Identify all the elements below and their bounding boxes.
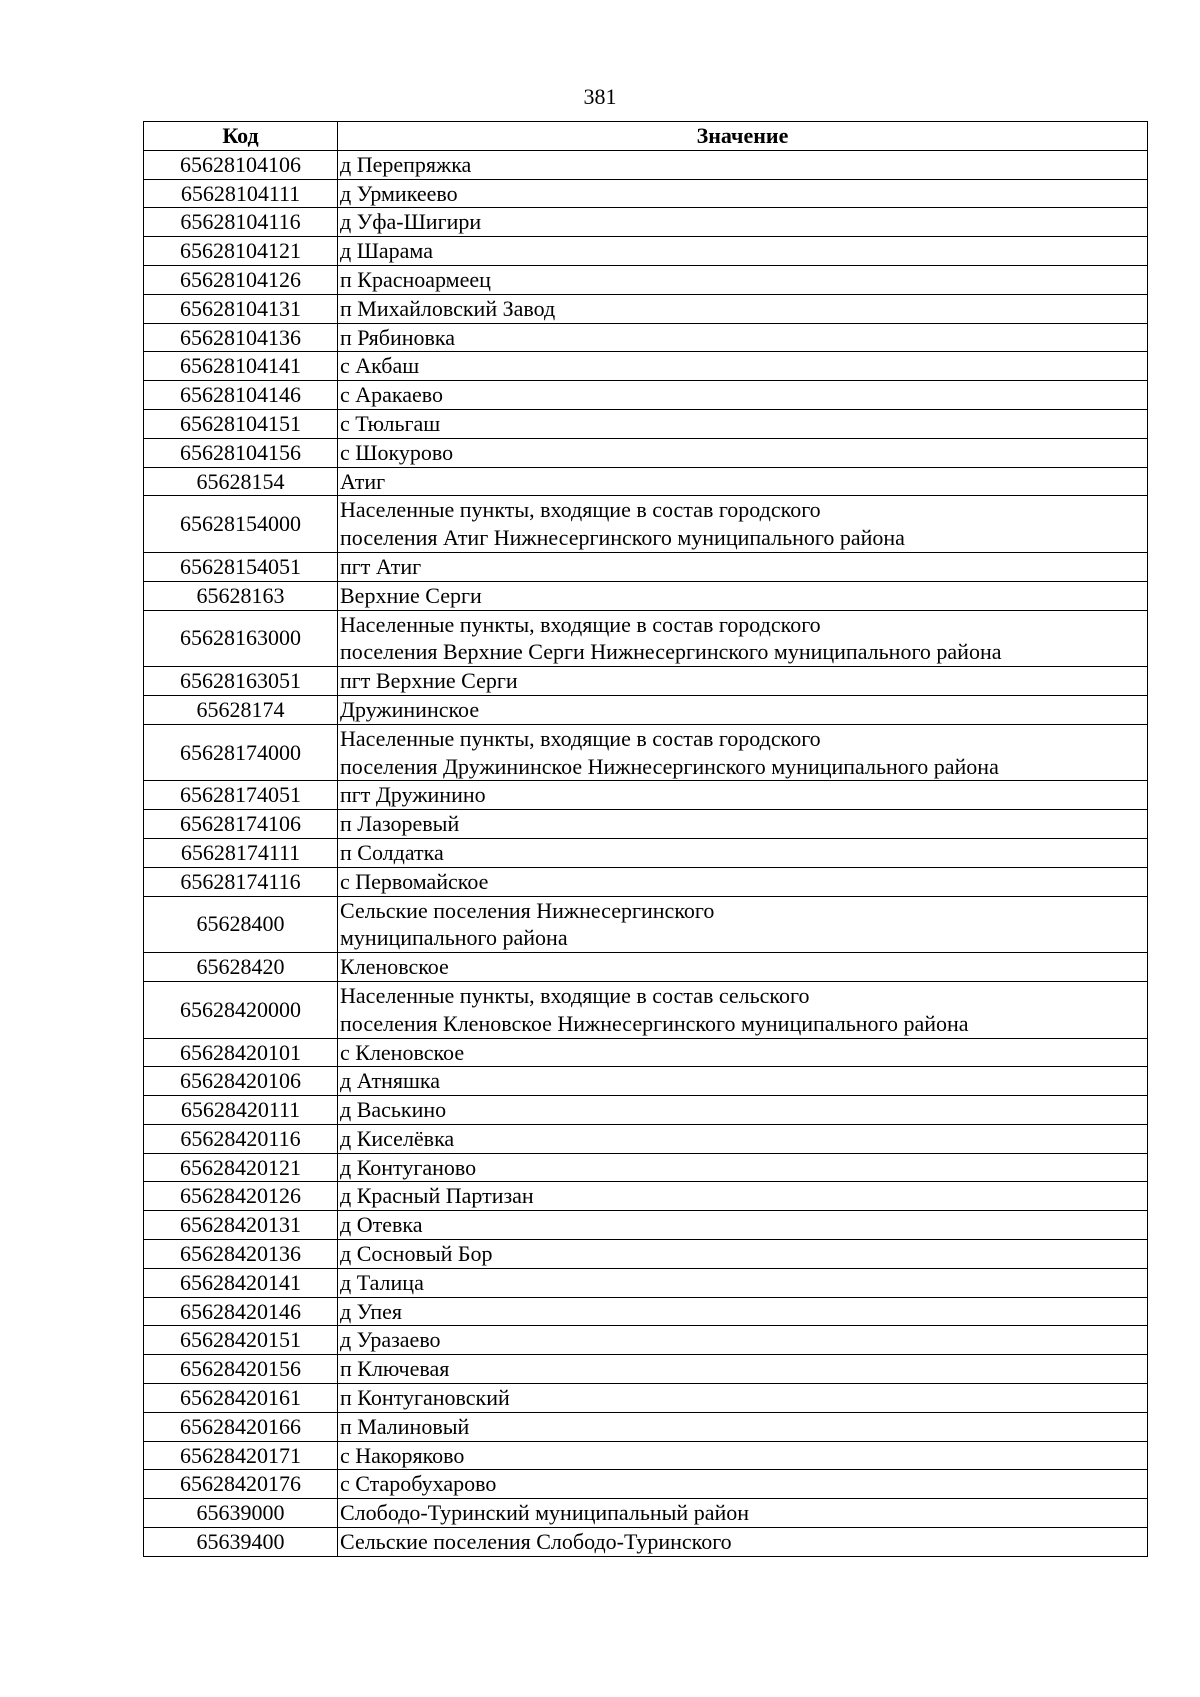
value-line: пгт Дружинино xyxy=(340,782,486,808)
table-row xyxy=(144,1153,1148,1182)
table-row xyxy=(144,352,1148,381)
code-cell: 65628104131 xyxy=(144,294,338,323)
value-line: п Солдатка xyxy=(340,839,444,865)
table-row xyxy=(144,1124,1148,1153)
code-cell: 65628420116 xyxy=(144,1124,338,1153)
value-cell xyxy=(338,552,1148,581)
code-cell: 65628420121 xyxy=(144,1153,338,1182)
code-cell: 65628420146 xyxy=(144,1297,338,1326)
value-line: Населенные пункты, входящие в состав городского xyxy=(340,497,821,523)
table-row xyxy=(144,381,1148,410)
table-row xyxy=(144,1240,1148,1269)
value-line: с Аракаево xyxy=(340,382,444,408)
code-cell: 65628104111 xyxy=(144,179,338,208)
table-row xyxy=(144,981,1148,1038)
table-row xyxy=(144,1528,1148,1557)
value-line: д Перепряжка xyxy=(340,151,472,177)
value-cell xyxy=(338,265,1148,294)
value-line: п Рябиновка xyxy=(340,324,456,350)
table-row xyxy=(144,323,1148,352)
value-cell xyxy=(338,581,1148,610)
value-line: д Красный Партизан xyxy=(340,1183,534,1209)
value-cell xyxy=(338,352,1148,381)
okato-table xyxy=(143,121,1148,1557)
value-cell xyxy=(338,1211,1148,1240)
code-cell: 65639000 xyxy=(144,1499,338,1528)
value-cell xyxy=(338,1326,1148,1355)
code-cell: 65628420106 xyxy=(144,1067,338,1096)
value-line: поселения Дружининское Нижнесергинского муниципального района xyxy=(340,753,999,779)
value-cell xyxy=(338,237,1148,266)
value-line: пгт Атиг xyxy=(340,553,422,579)
table-row xyxy=(144,781,1148,810)
value-cell xyxy=(338,381,1148,410)
table-row xyxy=(144,1384,1148,1413)
code-cell: 65628420 xyxy=(144,953,338,982)
code-cell: 65628174051 xyxy=(144,781,338,810)
table-row xyxy=(144,838,1148,867)
value-line: поселения Верхние Серги Нижнесергинского муниципального района xyxy=(340,639,1002,665)
value-line: муниципального района xyxy=(340,925,568,951)
code-cell: 65628420101 xyxy=(144,1038,338,1067)
value-cell xyxy=(338,1240,1148,1269)
value-line: Населенные пункты, входящие в состав сельского xyxy=(340,982,810,1008)
table-row xyxy=(144,1182,1148,1211)
code-cell: 65628420176 xyxy=(144,1470,338,1499)
code-cell: 65639400 xyxy=(144,1528,338,1557)
value-line: п Лазоревый xyxy=(340,811,460,837)
code-cell: 65628104136 xyxy=(144,323,338,352)
table-row xyxy=(144,552,1148,581)
value-cell xyxy=(338,953,1148,982)
code-cell: 65628420156 xyxy=(144,1355,338,1384)
value-cell xyxy=(338,1124,1148,1153)
table-row xyxy=(144,150,1148,179)
value-cell xyxy=(338,323,1148,352)
value-line: д Урмикеево xyxy=(340,180,458,206)
value-cell xyxy=(338,781,1148,810)
value-line: Сельские поселения Нижнесергинского xyxy=(340,897,715,923)
value-cell xyxy=(338,838,1148,867)
table-row xyxy=(144,1470,1148,1499)
value-cell xyxy=(338,1268,1148,1297)
table-row xyxy=(144,1297,1148,1326)
value-line: п Контугановский xyxy=(340,1385,510,1411)
code-cell: 65628104116 xyxy=(144,208,338,237)
code-cell: 65628174106 xyxy=(144,810,338,839)
value-line: с Тюльгаш xyxy=(340,410,441,436)
value-cell xyxy=(338,1067,1148,1096)
value-line: п Михайловский Завод xyxy=(340,295,556,321)
table-row xyxy=(144,179,1148,208)
code-cell: 65628104126 xyxy=(144,265,338,294)
value-line: с Старобухарово xyxy=(340,1471,497,1497)
code-cell: 65628174116 xyxy=(144,867,338,896)
code-cell: 65628420126 xyxy=(144,1182,338,1211)
code-cell: 65628174111 xyxy=(144,838,338,867)
value-line: д Уразаево xyxy=(340,1327,441,1353)
value-line: Атиг xyxy=(340,468,386,494)
value-line: Верхние Серги xyxy=(340,582,482,608)
code-cell: 65628154000 xyxy=(144,496,338,553)
value-cell xyxy=(338,724,1148,781)
value-cell xyxy=(338,667,1148,696)
table-row xyxy=(144,695,1148,724)
code-cell: 65628420136 xyxy=(144,1240,338,1269)
code-cell: 65628163 xyxy=(144,581,338,610)
value-cell xyxy=(338,610,1148,667)
code-cell: 65628420171 xyxy=(144,1441,338,1470)
value-line: с Акбаш xyxy=(340,353,420,379)
code-cell: 65628420141 xyxy=(144,1268,338,1297)
code-cell: 65628174000 xyxy=(144,724,338,781)
value-line: д Упея xyxy=(340,1298,402,1324)
table-row xyxy=(144,438,1148,467)
value-line: Слободо-Туринский муниципальный район xyxy=(340,1500,750,1526)
table-row xyxy=(144,667,1148,696)
value-cell xyxy=(338,1528,1148,1557)
value-cell xyxy=(338,810,1148,839)
value-cell xyxy=(338,409,1148,438)
table-row xyxy=(144,896,1148,953)
value-cell xyxy=(338,179,1148,208)
value-cell xyxy=(338,496,1148,553)
value-cell xyxy=(338,1441,1148,1470)
code-cell: 65628420131 xyxy=(144,1211,338,1240)
value-line: Кленовское xyxy=(340,954,449,980)
table-row xyxy=(144,1268,1148,1297)
code-cell: 65628104141 xyxy=(144,352,338,381)
value-cell xyxy=(338,867,1148,896)
code-cell: 65628163051 xyxy=(144,667,338,696)
value-line: с Накоряково xyxy=(340,1442,465,1468)
table-row xyxy=(144,409,1148,438)
value-line: п Ключевая xyxy=(340,1356,450,1382)
code-cell: 65628420166 xyxy=(144,1412,338,1441)
value-cell xyxy=(338,1153,1148,1182)
value-line: д Талица xyxy=(340,1269,424,1295)
code-cell: 65628420151 xyxy=(144,1326,338,1355)
table-row xyxy=(144,1096,1148,1125)
table-row xyxy=(144,1038,1148,1067)
table-row xyxy=(144,496,1148,553)
page-number: 381 xyxy=(583,84,617,109)
value-line: п Красноармеец xyxy=(340,266,491,292)
table-row xyxy=(144,867,1148,896)
code-cell: 65628154051 xyxy=(144,552,338,581)
value-line: д Контуганово xyxy=(340,1154,477,1180)
value-cell xyxy=(338,467,1148,496)
value-line: пгт Верхние Серги xyxy=(340,668,518,694)
value-line: д Шарама xyxy=(340,238,433,264)
code-cell: 65628154 xyxy=(144,467,338,496)
value-cell xyxy=(338,208,1148,237)
value-cell xyxy=(338,1470,1148,1499)
table-row xyxy=(144,724,1148,781)
code-cell: 65628174 xyxy=(144,695,338,724)
value-cell xyxy=(338,1355,1148,1384)
table-row xyxy=(144,1067,1148,1096)
value-line: с Кленовское xyxy=(340,1039,465,1065)
value-line: Населенные пункты, входящие в состав городского xyxy=(340,611,821,637)
table-row xyxy=(144,265,1148,294)
value-cell xyxy=(338,1297,1148,1326)
table-row xyxy=(144,467,1148,496)
value-line: с Шокурово xyxy=(340,439,454,465)
table-row xyxy=(144,810,1148,839)
value-cell xyxy=(338,896,1148,953)
value-line: Населенные пункты, входящие в состав городского xyxy=(340,725,821,751)
table-row xyxy=(144,1211,1148,1240)
code-cell: 65628420111 xyxy=(144,1096,338,1125)
value-line: поселения Кленовское Нижнесергинского муниципального района xyxy=(340,1010,969,1036)
value-cell xyxy=(338,981,1148,1038)
table-row xyxy=(144,1326,1148,1355)
table-row xyxy=(144,1441,1148,1470)
value-cell xyxy=(338,1384,1148,1413)
value-line: д Киселёвка xyxy=(340,1125,455,1151)
value-line: д Сосновый Бор xyxy=(340,1241,493,1267)
table-row xyxy=(144,294,1148,323)
table-row xyxy=(144,208,1148,237)
table-row xyxy=(144,581,1148,610)
table-row xyxy=(144,1355,1148,1384)
value-cell xyxy=(338,1499,1148,1528)
value-line: п Малиновый xyxy=(340,1413,470,1439)
code-cell: 65628104106 xyxy=(144,150,338,179)
table-header-row xyxy=(144,122,1148,151)
table-row xyxy=(144,1499,1148,1528)
value-cell xyxy=(338,1412,1148,1441)
value-cell xyxy=(338,695,1148,724)
value-cell xyxy=(338,1038,1148,1067)
table-row xyxy=(144,953,1148,982)
value-cell xyxy=(338,1096,1148,1125)
value-line: д Отевка xyxy=(340,1212,423,1238)
value-cell xyxy=(338,294,1148,323)
code-cell: 65628104151 xyxy=(144,409,338,438)
value-cell xyxy=(338,1182,1148,1211)
value-line: д Атняшка xyxy=(340,1068,441,1094)
value-line: с Первомайское xyxy=(340,868,489,894)
code-cell: 65628400 xyxy=(144,896,338,953)
code-cell: 65628420161 xyxy=(144,1384,338,1413)
code-cell: 65628104146 xyxy=(144,381,338,410)
value-line: Дружининское xyxy=(340,696,480,722)
value-line: д Васькино xyxy=(340,1097,447,1123)
code-cell: 65628163000 xyxy=(144,610,338,667)
column-header-code: Код xyxy=(144,122,338,151)
code-cell: 65628420000 xyxy=(144,981,338,1038)
table-row xyxy=(144,237,1148,266)
column-header-value: Значение xyxy=(338,122,1148,151)
code-cell: 65628104121 xyxy=(144,237,338,266)
table-body xyxy=(144,150,1148,1556)
value-line: поселения Атиг Нижнесергинского муниципального района xyxy=(340,525,905,551)
value-line: д Уфа-Шигири xyxy=(340,209,482,235)
value-line: Сельские поселения Слободо-Туринского xyxy=(340,1529,732,1555)
value-cell xyxy=(338,150,1148,179)
table-row xyxy=(144,610,1148,667)
code-cell: 65628104156 xyxy=(144,438,338,467)
value-cell xyxy=(338,438,1148,467)
table-row xyxy=(144,1412,1148,1441)
